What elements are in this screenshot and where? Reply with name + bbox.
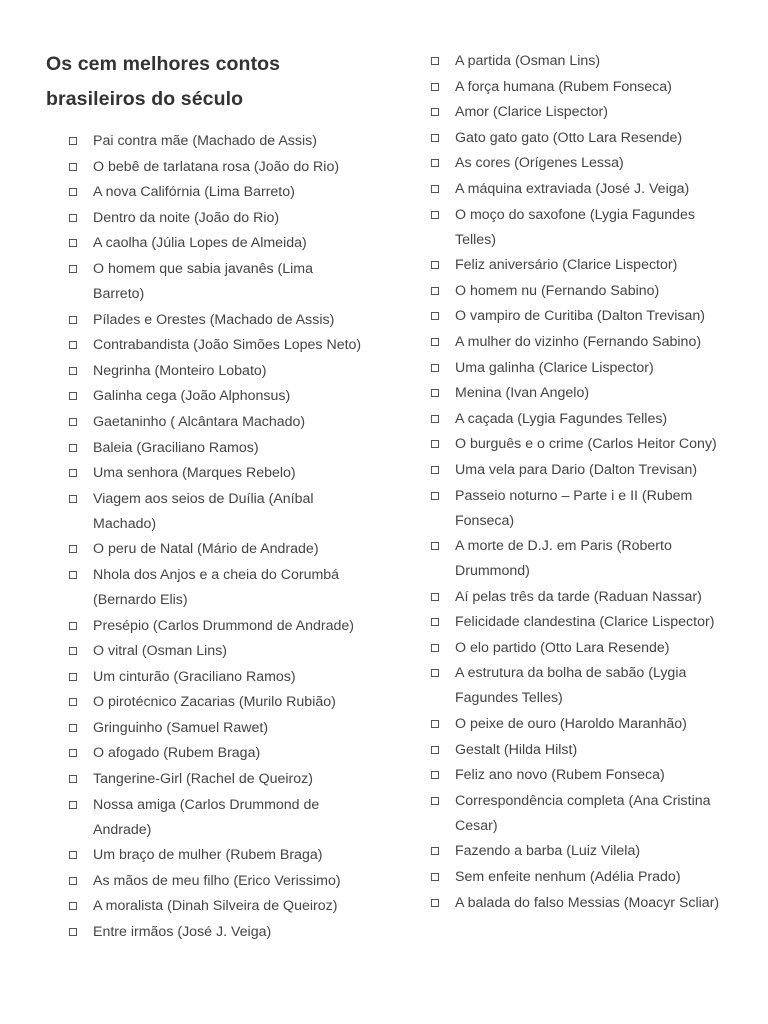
story-title: A nova Califórnia (Lima Barreto) bbox=[93, 184, 295, 201]
list-item bbox=[68, 793, 366, 843]
story-title: O pirotécnico Zacarias (Murilo Rubião) bbox=[93, 694, 336, 711]
checkbox-icon bbox=[431, 720, 439, 728]
story-title: Gato gato gato (Otto Lara Resende) bbox=[455, 129, 683, 146]
story-title: A morte de D.J. em Paris (Roberto Drummond) bbox=[455, 538, 672, 580]
story-title: O afogado (Rubem Braga) bbox=[93, 745, 261, 762]
checkbox-icon bbox=[69, 851, 77, 859]
story-title: A moralista (Dinah Silveira de Queiroz) bbox=[93, 898, 338, 915]
checkbox-icon bbox=[431, 644, 439, 652]
list-item bbox=[430, 407, 730, 432]
list-item bbox=[68, 920, 366, 945]
list-item bbox=[430, 356, 730, 381]
list-item bbox=[68, 639, 366, 664]
story-title: Uma galinha (Clarice Lispector) bbox=[455, 359, 654, 376]
list-item bbox=[430, 304, 730, 329]
list-item bbox=[68, 155, 366, 180]
story-title: Um braço de mulher (Rubem Braga) bbox=[93, 847, 323, 864]
story-title: Correspondência completa (Ana Cristina Cesar) bbox=[455, 792, 711, 834]
story-list-right bbox=[430, 49, 730, 916]
checkbox-icon bbox=[69, 749, 77, 757]
story-title: Viagem aos seios de Duília (Aníbal Machado) bbox=[93, 490, 314, 532]
story-title: Entre irmãos (José J. Veiga) bbox=[93, 924, 272, 941]
checkbox-icon bbox=[431, 899, 439, 907]
checkbox-icon bbox=[431, 364, 439, 372]
checkbox-icon bbox=[431, 593, 439, 601]
page-title: Os cem melhores contos brasileiros do século bbox=[46, 53, 281, 110]
story-title: Gringuinho (Samuel Rawet) bbox=[93, 719, 269, 736]
list-item bbox=[430, 151, 730, 176]
checkbox-icon bbox=[431, 211, 439, 219]
checkbox-icon bbox=[69, 647, 77, 655]
story-title: Pai contra mãe (Machado de Assis) bbox=[93, 133, 317, 149]
story-title: Gaetaninho ( Alcântara Machado) bbox=[93, 413, 306, 430]
list-item bbox=[68, 436, 366, 461]
story-title: Nhola dos Anjos e a cheia do Corumbá (Bernardo Elis) bbox=[93, 566, 340, 608]
list-item bbox=[430, 49, 730, 74]
list-item bbox=[430, 534, 730, 584]
story-title: Uma vela para Dario (Dalton Trevisan) bbox=[455, 461, 698, 478]
checkbox-icon bbox=[69, 392, 77, 400]
story-title: A partida (Osman Lins) bbox=[455, 53, 601, 69]
story-title: Menina (Ivan Angelo) bbox=[455, 385, 590, 402]
checkbox-icon bbox=[69, 188, 77, 196]
list-item bbox=[430, 636, 730, 661]
story-title: O bebê de tarlatana rosa (João do Rio) bbox=[93, 158, 340, 175]
story-title: Tangerine-Girl (Rachel de Queiroz) bbox=[93, 771, 313, 788]
checkbox-icon bbox=[69, 163, 77, 171]
checkbox-icon bbox=[431, 83, 439, 91]
story-title: A caçada (Lygia Fagundes Telles) bbox=[455, 410, 668, 427]
story-title: O peru de Natal (Mário de Andrade) bbox=[93, 541, 319, 558]
checkbox-icon bbox=[69, 775, 77, 783]
checkbox-icon bbox=[431, 338, 439, 346]
checkbox-icon bbox=[69, 495, 77, 503]
story-title: As cores (Orígenes Lessa) bbox=[455, 155, 624, 172]
story-list-left bbox=[46, 129, 366, 945]
list-item bbox=[430, 100, 730, 125]
checkbox-icon bbox=[431, 618, 439, 626]
story-title: Feliz aniversário (Clarice Lispector) bbox=[455, 257, 678, 274]
list-item bbox=[68, 665, 366, 690]
checkbox-icon bbox=[69, 698, 77, 706]
list-item bbox=[68, 690, 366, 715]
list-item bbox=[68, 537, 366, 562]
list-item bbox=[430, 203, 730, 253]
checkbox-icon bbox=[69, 137, 77, 145]
checkbox-icon bbox=[69, 239, 77, 247]
checkbox-icon bbox=[69, 545, 77, 553]
checkbox-icon bbox=[431, 134, 439, 142]
list-item bbox=[68, 716, 366, 741]
list-item bbox=[68, 869, 366, 894]
checkbox-icon bbox=[431, 185, 439, 193]
checkbox-icon bbox=[431, 746, 439, 754]
checkbox-icon bbox=[69, 444, 77, 452]
list-item bbox=[430, 891, 730, 916]
checkbox-icon bbox=[69, 902, 77, 910]
story-title: A balada do falso Messias (Moacyr Scliar) bbox=[455, 894, 720, 911]
checkbox-icon bbox=[431, 57, 439, 65]
list-item bbox=[68, 461, 366, 486]
story-title: Amor (Clarice Lispector) bbox=[455, 104, 608, 121]
story-title: Presépio (Carlos Drummond de Andrade) bbox=[93, 617, 355, 634]
checkbox-icon bbox=[69, 877, 77, 885]
checkbox-icon bbox=[431, 492, 439, 500]
checkbox-icon bbox=[431, 440, 439, 448]
list-item bbox=[430, 839, 730, 864]
story-title: A força humana (Rubem Fonseca) bbox=[455, 78, 672, 95]
list-item bbox=[68, 231, 366, 256]
checkbox-icon bbox=[431, 261, 439, 269]
story-title: Aí pelas três da tarde (Raduan Nassar) bbox=[455, 588, 702, 605]
story-title: Baleia (Graciliano Ramos) bbox=[93, 439, 259, 456]
list-item bbox=[68, 843, 366, 868]
story-title: O moço do saxofone (Lygia Fagundes Telles) bbox=[455, 206, 696, 248]
list-item bbox=[68, 741, 366, 766]
story-title: O homem que sabia javanês (Lima Barreto) bbox=[93, 260, 314, 302]
list-item bbox=[68, 359, 366, 384]
list-item bbox=[68, 308, 366, 333]
checkbox-icon bbox=[431, 771, 439, 779]
checkbox-icon bbox=[69, 928, 77, 936]
list-item bbox=[430, 484, 730, 534]
list-item bbox=[430, 789, 730, 839]
story-title: O vitral (Osman Lins) bbox=[93, 643, 228, 660]
checkbox-icon bbox=[431, 108, 439, 116]
list-item bbox=[430, 865, 730, 890]
story-title: O vampiro de Curitiba (Dalton Trevisan) bbox=[455, 308, 705, 325]
list-item bbox=[430, 738, 730, 763]
list-item bbox=[68, 894, 366, 919]
list-item bbox=[430, 381, 730, 406]
list-item bbox=[430, 253, 730, 278]
story-title: Negrinha (Monteiro Lobato) bbox=[93, 362, 267, 379]
list-item bbox=[430, 458, 730, 483]
story-title: O elo partido (Otto Lara Resende) bbox=[455, 639, 670, 656]
right-column bbox=[430, 49, 730, 916]
left-column bbox=[46, 0, 366, 946]
story-title: Uma senhora (Marques Rebelo) bbox=[93, 465, 296, 482]
story-title: Nossa amiga (Carlos Drummond de Andrade) bbox=[93, 796, 320, 838]
list-item bbox=[68, 257, 366, 307]
story-title: Feliz ano novo (Rubem Fonseca) bbox=[455, 767, 665, 784]
checkbox-icon bbox=[69, 316, 77, 324]
list-item bbox=[430, 712, 730, 737]
list-item bbox=[430, 330, 730, 355]
list-item bbox=[430, 763, 730, 788]
checkbox-icon bbox=[431, 542, 439, 550]
list-item bbox=[430, 279, 730, 304]
list-item bbox=[430, 610, 730, 635]
story-title: Gestalt (Hilda Hilst) bbox=[455, 741, 578, 758]
checkbox-icon bbox=[69, 801, 77, 809]
story-title: Felicidade clandestina (Clarice Lispector) bbox=[455, 614, 715, 631]
list-item bbox=[68, 333, 366, 358]
checkbox-icon bbox=[69, 469, 77, 477]
story-title: Fazendo a barba (Luiz Vilela) bbox=[455, 843, 641, 860]
list-item bbox=[68, 410, 366, 435]
story-title: O burguês e o crime (Carlos Heitor Cony) bbox=[455, 436, 717, 453]
checkbox-icon bbox=[431, 873, 439, 881]
story-title: Galinha cega (João Alphonsus) bbox=[93, 388, 291, 405]
story-title: As mãos de meu filho (Erico Verissimo) bbox=[93, 872, 341, 889]
list-item bbox=[430, 75, 730, 100]
checkbox-icon bbox=[431, 415, 439, 423]
checkbox-icon bbox=[431, 287, 439, 295]
story-title: A estrutura da bolha de sabão (Lygia Fagundes Telles) bbox=[455, 665, 687, 707]
list-item bbox=[430, 177, 730, 202]
list-item bbox=[68, 384, 366, 409]
story-title: Pílades e Orestes (Machado de Assis) bbox=[93, 311, 335, 328]
list-item bbox=[68, 614, 366, 639]
story-title: Dentro da noite (João do Rio) bbox=[93, 209, 280, 226]
story-title: Um cinturão (Graciliano Ramos) bbox=[93, 668, 296, 685]
checkbox-icon bbox=[431, 669, 439, 677]
list-item bbox=[68, 767, 366, 792]
list-item bbox=[430, 585, 730, 610]
checkbox-icon bbox=[431, 847, 439, 855]
checkbox-icon bbox=[431, 389, 439, 397]
story-title: O homem nu (Fernando Sabino) bbox=[455, 282, 660, 299]
story-title: Sem enfeite nenhum (Adélia Prado) bbox=[455, 869, 681, 886]
story-title: A máquina extraviada (José J. Veiga) bbox=[455, 180, 690, 197]
story-title: O peixe de ouro (Haroldo Maranhão) bbox=[455, 716, 687, 733]
story-title: Passeio noturno – Parte i e II (Rubem Fonseca) bbox=[455, 487, 693, 529]
checkbox-icon bbox=[69, 367, 77, 375]
list-item bbox=[68, 563, 366, 613]
checkbox-icon bbox=[431, 466, 439, 474]
list-item bbox=[430, 661, 730, 711]
checkbox-icon bbox=[69, 418, 77, 426]
checkbox-icon bbox=[69, 571, 77, 579]
story-title: Contrabandista (João Simões Lopes Neto) bbox=[93, 337, 362, 354]
checkbox-icon bbox=[431, 312, 439, 320]
checkbox-icon bbox=[69, 724, 77, 732]
checkbox-icon bbox=[69, 265, 77, 273]
checkbox-icon bbox=[69, 341, 77, 349]
checkbox-icon bbox=[69, 622, 77, 630]
story-title: A mulher do vizinho (Fernando Sabino) bbox=[455, 333, 702, 350]
checkbox-icon bbox=[431, 159, 439, 167]
list-item bbox=[68, 487, 366, 537]
list-item bbox=[68, 206, 366, 231]
story-title: A caolha (Júlia Lopes de Almeida) bbox=[93, 235, 307, 252]
list-item bbox=[68, 180, 366, 205]
list-item bbox=[68, 129, 366, 154]
checkbox-icon bbox=[431, 797, 439, 805]
checkbox-icon bbox=[69, 673, 77, 681]
checkbox-icon bbox=[69, 214, 77, 222]
list-item bbox=[430, 126, 730, 151]
list-item bbox=[430, 432, 730, 457]
